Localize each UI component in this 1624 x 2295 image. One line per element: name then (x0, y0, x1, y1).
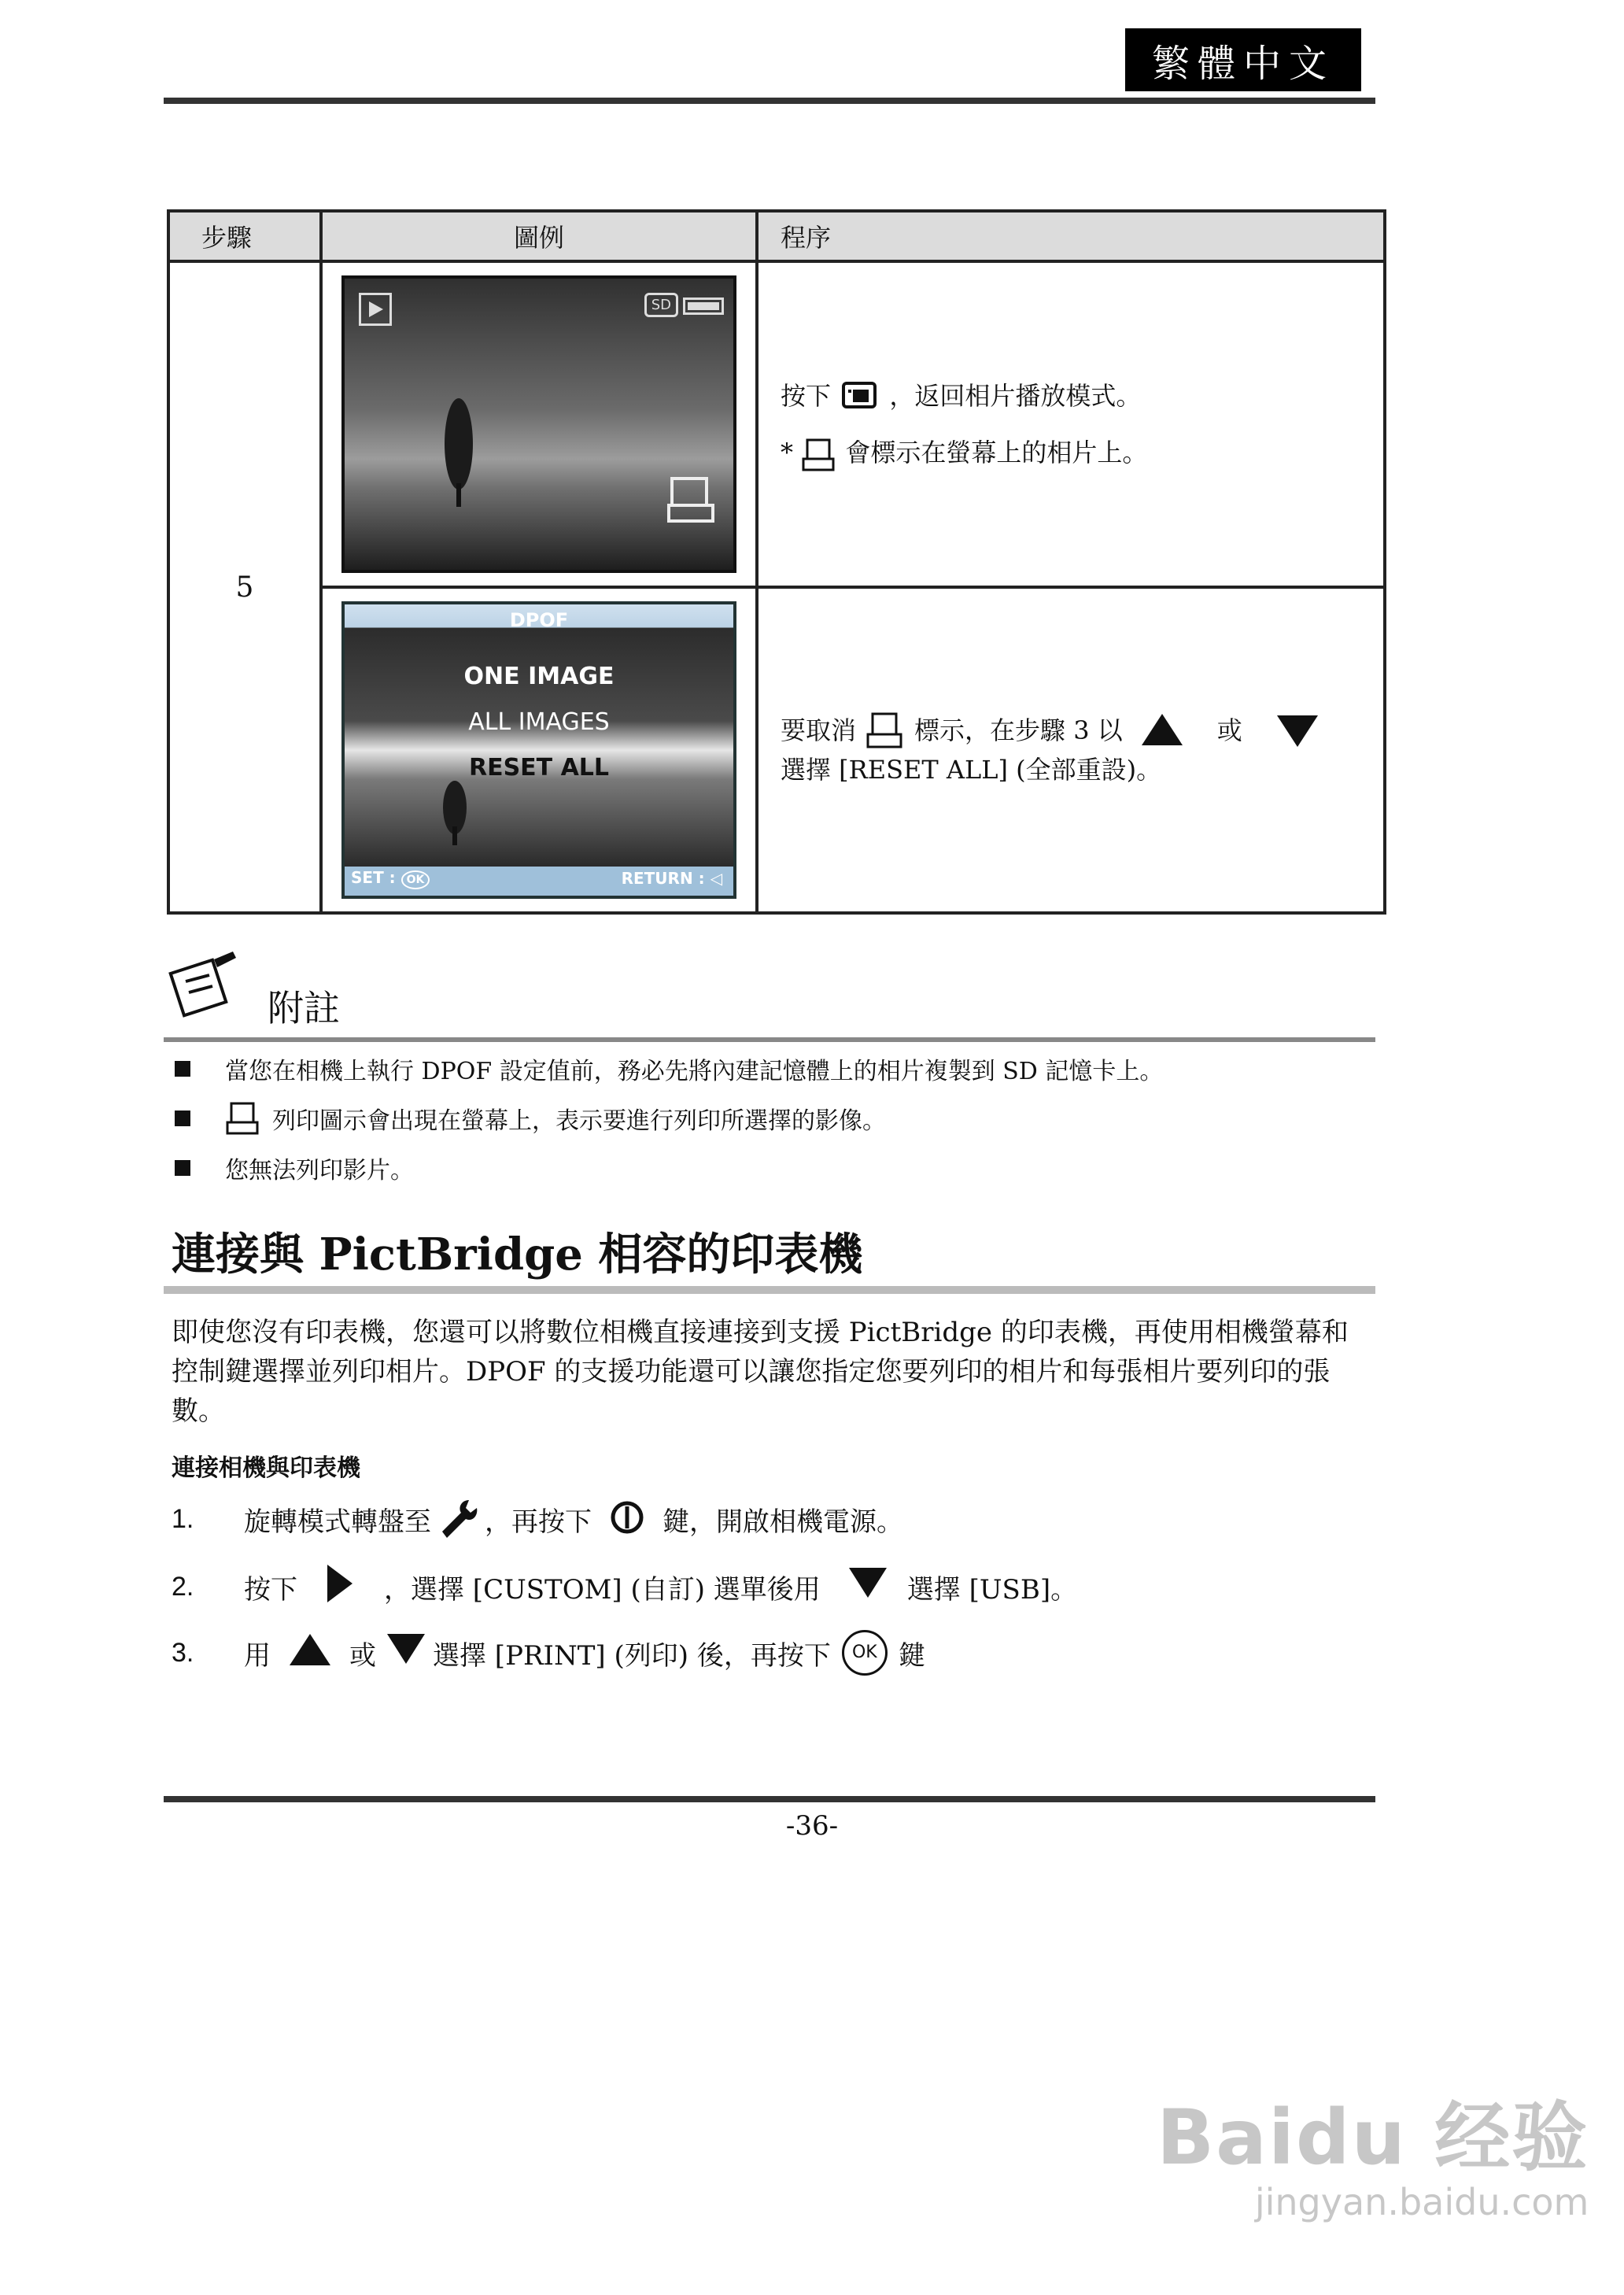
note-list (175, 1051, 1386, 1199)
step-no: 1. (172, 1503, 194, 1534)
tree-silhouette (439, 397, 478, 507)
procedure-text: * (781, 438, 793, 468)
header-step: 步驟 (168, 211, 321, 261)
list-item (175, 1100, 1386, 1136)
step-text: ，選擇 [CUSTOM] (自訂) 選單後用 (384, 1573, 821, 1606)
illustration-playback (321, 261, 757, 587)
procedure-row2 (757, 587, 1385, 913)
down-arrow-icon (821, 1563, 907, 1610)
procedure-line (781, 424, 1383, 481)
step-text: 選擇 [PRINT] (列印) 後，再按下 (433, 1639, 831, 1672)
menu-title: DPOF (509, 609, 569, 631)
procedure-text: 按下 (781, 381, 832, 411)
list-item (175, 1151, 1386, 1185)
header-procedure: 程序 (757, 211, 1385, 261)
step-text: 鍵，開啟相機電源。 (663, 1506, 903, 1538)
table-row (168, 587, 1385, 913)
steps-table (167, 209, 1386, 915)
section-title: 連接與 PictBridge 相容的印表機 (172, 1229, 863, 1281)
print-icon (225, 1100, 261, 1136)
sd-card-icon: SD (644, 293, 678, 317)
menu-item-reset-all: RESET ALL (468, 754, 610, 782)
step-text: 鍵 (898, 1639, 925, 1672)
list-item (175, 1051, 1386, 1086)
print-icon (866, 711, 905, 750)
step-no: 2. (172, 1571, 194, 1602)
step-item (172, 1563, 1077, 1610)
step-number: 5 (168, 261, 321, 913)
watermark-brand: Baidu 经验 (1157, 2094, 1589, 2182)
step-item (172, 1629, 925, 1676)
header-rule (164, 98, 1375, 104)
return-hint (622, 869, 722, 888)
step-text: 用 (244, 1639, 271, 1672)
note-title: 附註 (268, 987, 340, 1029)
header-illustration: 圖例 (321, 211, 757, 261)
procedure-text: ，返回相片播放模式。 (889, 381, 1142, 411)
right-arrow-icon (297, 1563, 384, 1610)
step-text: 旋轉模式轉盤至 (244, 1506, 431, 1538)
tree-silhouette (439, 779, 471, 845)
note-rule (164, 1037, 1375, 1042)
note-text: 當您在相機上執行 DPOF 設定值前，務必先將內建記憶體上的相片複製到 SD 記憶卡上。 (225, 1058, 1164, 1085)
procedure-line (781, 711, 1383, 750)
set-label: SET : (351, 868, 396, 887)
language-tag: 繁體中文 (1125, 28, 1361, 91)
step-text: 按下 (244, 1573, 297, 1606)
battery-icon (683, 298, 724, 315)
illustration-dpof-menu (321, 587, 757, 913)
step-text: ，再按下 (485, 1506, 592, 1538)
procedure-text: 或 (1216, 715, 1242, 745)
footer-rule (164, 1796, 1375, 1802)
up-arrow-icon (271, 1629, 349, 1676)
procedure-text: 要取消 (781, 715, 857, 745)
up-arrow-icon (1139, 711, 1186, 750)
note-pencil-icon (168, 948, 239, 1019)
watermark-url: jingyan.baidu.com (1254, 2181, 1589, 2223)
note-text: 您無法列印影片。 (225, 1157, 414, 1184)
set-hint (351, 868, 430, 889)
procedure-line (781, 368, 1383, 424)
print-icon (801, 437, 837, 473)
playback-icon (359, 293, 392, 326)
procedure-line: 選擇 [RESET ALL] (全部重設)。 (781, 755, 1162, 785)
menu-item-one-image: ONE IMAGE (463, 663, 615, 690)
wrench-icon (434, 1495, 482, 1543)
baidu-watermark (1157, 2078, 1589, 2223)
menu-item-all-images: ALL IMAGES (468, 708, 610, 736)
bullet-square-icon (175, 1160, 190, 1176)
print-mark-icon (667, 475, 718, 526)
return-label: RETURN : (621, 869, 705, 888)
ok-button-icon: OK (842, 1630, 888, 1676)
step-item (172, 1495, 903, 1543)
ok-button-icon: OK (401, 870, 430, 889)
note-text: 列印圖示會出現在螢幕上，表示要進行列印所選擇的影像。 (272, 1107, 886, 1135)
step-text: 或 (349, 1639, 376, 1672)
page-number: -36- (785, 1810, 839, 1842)
table-header-row (168, 211, 1385, 261)
step-text: 選擇 [USB]。 (906, 1573, 1078, 1606)
left-arrow-icon: ◁ (710, 869, 722, 888)
subheading: 連接相機與印表機 (172, 1454, 360, 1482)
section-paragraph: 即使您沒有印表機，您還可以將數位相機直接連接到支援 PictBridge 的印表機，再使用相機螢幕和控制鍵選擇並列印相片。DPOF 的支援功能還可以讓您指定您要列印的相片和每張相片要列印的張數。 (172, 1317, 1349, 1427)
power-icon (600, 1497, 655, 1541)
table-row (168, 261, 1385, 587)
bullet-square-icon (175, 1061, 190, 1077)
procedure-row1 (757, 261, 1385, 587)
camera-screen-playback (341, 275, 736, 573)
playback-button-icon (839, 380, 881, 416)
procedure-text: 會標示在螢幕上的相片上。 (845, 438, 1148, 468)
down-arrow-icon (376, 1629, 433, 1676)
step-no: 3. (172, 1637, 194, 1668)
section-rule (164, 1286, 1375, 1294)
down-arrow-icon (1274, 711, 1321, 750)
camera-screen-dpof (341, 601, 736, 899)
bullet-square-icon (175, 1111, 190, 1126)
procedure-text: 標示，在步驟 3 以 (914, 715, 1123, 745)
